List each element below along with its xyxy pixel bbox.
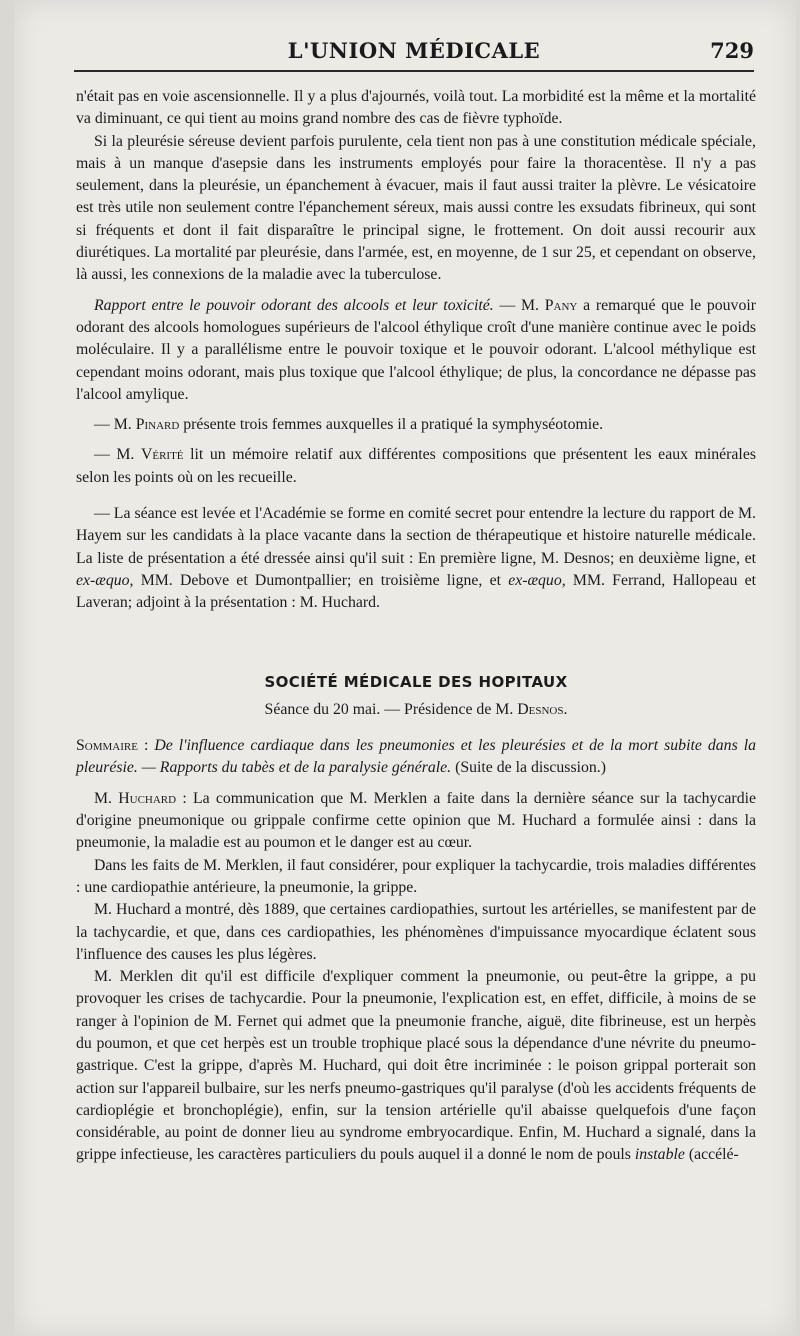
paragraph-10-instable: instable — [634, 1146, 685, 1164]
paragraph-6-exaequo-2: ex-æquo, — [508, 571, 566, 589]
paragraph-9: M. Huchard a montré, dès 1889, que certaines cardiopathies, surtout les artérielles, se manifestent par de la tachycardie, et que, dans ces cardiopathies, les phénomènes d'impuissance myocardique éclatent sous l'influence des causes les plus légères. — [76, 901, 756, 963]
paragraph-10-part-1: M. Merklen dit qu'il est difficile d'expliquer comment la pneumonie, ou peut-être la grippe, a pu provoquer les crises de tachycardie. Pour la pneumonie, l'explication est, en effet, difficile, à moins de se ranger à l'opinion de M. Fernet qui admet que la pneumonie franche, aiguë, dite fibrineuse, est un herpès du poumon, et que cet herpès est un trouble trophique placé sous la dépendance d'une névrite du pneumo-gastrique. C'est la grippe, d'après M. Huchard, qui doit être incriminée : le poison grippal porterait son action sur l'appareil bulbaire, sur les nerfs pneumo-gastriques qu'il paralyse (d'où les accidents fréquents de cardioplégie et bronchoplégie), enfin, sur la tension artérielle qu'il abaisse quelquefois d'une façon considérable, au point de donner lieu au syndrome embryocardique. Enfin, M. Huchard a signalé, dans la grippe infectieuse, les caractères particuliers du pouls auquel il a donné le nom de pouls — [76, 968, 756, 1164]
article-body — [76, 86, 756, 1167]
document-page — [14, 0, 796, 1336]
paragraph-4 — [76, 414, 756, 436]
paragraph-6-exaequo-1: ex-æquo, — [76, 571, 134, 589]
section-title: SOCIÉTÉ MÉDICALE DES HOPITAUX — [264, 672, 568, 691]
session-suffix: . — [563, 700, 568, 718]
paragraph-5-text: lit un mémoire relatif aux différentes compositions que présentent les eaux minérales selon les points où on les recueille. — [76, 446, 756, 486]
paragraph-3-author: Pany — [544, 296, 578, 314]
paragraph-2: Si la pleurésie séreuse devient parfois purulente, cela tient non pas à une constitution médicale spéciale, mais à un manque d'asepsie dans les instruments employés pour faire la thoracentèse. Il n'y a pas seulement, dans la pleurésie, un épanchement à évacuer, mais il faut aussi traiter la plèvre. Le vésicatoire est très utile non seulement contre l'épanchement séreux, mais aussi contre les exsudats fibrineux, qui sont si fréquents et dont il fait disparaître le principal signe, le frottement. On doit aussi recourir aux diurétiques. La mortalité par pleurésie, dans l'armée, est, en moyenne, de 1 sur 25, et cependant on observe, là aussi, les connexions de la maladie avec la tuberculose. — [76, 132, 756, 284]
header-rule — [74, 70, 754, 72]
paragraph-4-text: présente trois femmes auxquelles il a pratiqué la symphyséotomie. — [179, 416, 604, 434]
paragraph-7-author: Huchard — [118, 789, 177, 807]
paragraph-10-part-2: (accélé- — [684, 1146, 739, 1164]
paragraph-7-text: : La communication que M. Merklen a faite dans la dernière séance sur la tachycardie d'origine pneumonique ou grippale confirme cette opinion que M. Huchard a formulée ainsi : dans la pneumonie, la maladie est au poumon et le danger est au cœur. — [76, 789, 756, 852]
summary-note: (Suite de la discussion.) — [451, 759, 607, 777]
paragraph-1: n'était pas en voie ascensionnelle. Il y a plus d'ajournés, voilà tout. La morbidité est la même et la mortalité va diminuant, ce qui tient au moins grand nombre des cas de fièvre typhoïde. — [76, 88, 756, 128]
paragraph-4-author: Pinard — [135, 416, 180, 434]
page-header — [74, 36, 754, 68]
paragraph-10 — [76, 966, 756, 1167]
paragraph-3-text: a remarqué que le pouvoir odorant des alcools homologues supérieurs de l'alcool éthylique croît d'une manière continue avec le poids moléculaire. Il y a parallélisme entre le pouvoir toxique et le pouvoir odorant. L'alcool méthylique est cependant moins odorant, mais plus toxique que l'alcool éthylique; de plus, la concordance ne dépasse pas l'alcool amylique. — [76, 296, 756, 403]
summary — [76, 735, 756, 780]
session-line — [76, 699, 756, 721]
paragraph-7-lead: M. — [94, 789, 119, 807]
paragraph-6 — [76, 503, 756, 614]
running-title: L'UNION MÉDICALE — [287, 38, 541, 63]
summary-label: Sommaire : — [76, 737, 149, 755]
paragraph-6-part-2: MM. Debove et Dumontpallier; en troisième ligne, et — [133, 571, 509, 589]
page-number: 729 — [710, 38, 754, 63]
paragraph-3 — [76, 295, 756, 406]
paragraph-7 — [76, 788, 756, 855]
paragraph-5-author: Vérité — [140, 446, 184, 464]
paragraph-8: Dans les faits de M. Merklen, il faut considérer, pour expliquer la tachycardie, trois maladies différentes : une cardiopathie antérieure, la pneumonie, la grippe. — [76, 856, 756, 896]
summary-topics: De l'influence cardiaque dans les pneumonies et les pleurésies et de la mort subite dans la pleurésie. — Rapports du tabès et de la paralysie générale. — [76, 737, 756, 777]
paragraph-3-dash: — M. — [493, 296, 545, 314]
paragraph-4-lead: — M. — [94, 416, 136, 434]
paragraph-6-part-1: — La séance est levée et l'Académie se forme en comité secret pour entendre la lecture du rapport de M. Hayem sur les candidats à la place vacante dans la section de thérapeutique et histoire naturelle médicale. La liste de présentation a été dressée ainsi qu'il suit : En première ligne, M. Desnos; en deuxième ligne, et — [76, 505, 756, 567]
session-president: Desnos — [517, 700, 564, 718]
paragraph-5-lead: — M. — [94, 446, 141, 464]
paragraph-6-part-3: MM. Ferrand, Hallopeau et Laveran; adjoint à la présentation : M. Huchard. — [76, 571, 756, 612]
paragraph-5 — [76, 444, 756, 489]
paragraph-3-title: Rapport entre le pouvoir odorant des alcools et leur toxicité. — [94, 296, 494, 314]
session-prefix: Séance du 20 mai. — Présidence de M. — [264, 700, 518, 718]
